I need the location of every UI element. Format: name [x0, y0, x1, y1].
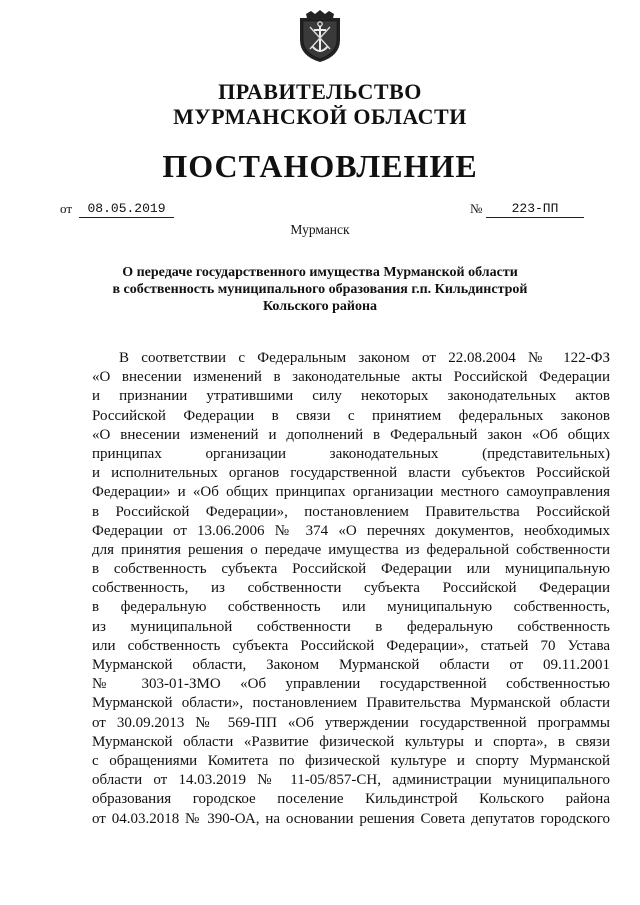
- murmansk-coat-of-arms-icon: [297, 10, 343, 64]
- body-line: «О внесении изменений в законодательные акты Российской Федерации: [92, 369, 610, 386]
- body-line: Федерации» и «Об общих принципах организации местного самоуправления: [92, 484, 610, 501]
- subject-line: в собственность муниципального образования г.п. Кильдинстрой: [112, 282, 528, 297]
- body-line: и исполнительных органов государственной власти субъектов Российской: [92, 465, 610, 482]
- body-line: № 303-01-ЗМО «Об управлении государственной собственностью: [92, 676, 610, 693]
- body-line: из муниципальной собственности в федеральную собственность: [92, 618, 610, 635]
- city-name: Мурманск: [290, 222, 350, 237]
- body-line: в собственность субъекта Российской Федерации или муниципальную: [92, 561, 610, 578]
- body-line: в федеральную собственность или муниципальную собственность,: [92, 599, 610, 616]
- number-label: №: [470, 201, 483, 216]
- body-line: от 04.03.2018 № 390-ОА, на основании решения Совета депутатов городского: [92, 810, 610, 827]
- body-line: Мурманской области «Развитие физической культуры и спорта», в связи: [92, 733, 610, 750]
- document-type-title: ПОСТАНОВЛЕНИЕ: [162, 148, 478, 184]
- body-line: в Российской Федерации», постановлением Правительства Российской: [92, 503, 610, 520]
- document-number: 223-ПП: [486, 201, 584, 218]
- body-line: с обращениями Комитета по физической культуре и спорту Мурманской: [92, 752, 610, 769]
- body-text: [92, 349, 610, 829]
- organization-name-line2: МУРМАНСКОЙ ОБЛАСТИ: [173, 104, 467, 129]
- body-line: Мурманской области», постановлением Правительства Мурманской области: [92, 695, 610, 712]
- body-line: Российской Федерации в связи с принятием федеральных законов: [92, 407, 610, 424]
- body-line: от 30.09.2013 № 569-ПП «Об утверждении государственной программы: [92, 714, 610, 731]
- body-line: собственность, из собственности субъекта Российской Федерации: [92, 580, 610, 597]
- body-line: образования городское поселение Кильдинстрой Кольского района: [92, 791, 610, 808]
- subject-line: Кольского района: [262, 299, 378, 314]
- subject-line: О передаче государственного имущества Мурманской области: [122, 265, 518, 280]
- body-line: «О внесении изменений и дополнений в Федеральный закон «Об общих: [92, 426, 610, 443]
- body-line: Федерации от 13.06.2006 № 374 «О перечнях документов, необходимых: [92, 522, 610, 539]
- date-label: от: [60, 201, 73, 216]
- body-line: для принятия решения о передаче имущества из федеральной собственности: [92, 541, 610, 558]
- document-date: 08.05.2019: [79, 201, 174, 218]
- body-line: области от 14.03.2019 № 11-05/857-СН, администрации муниципального: [92, 772, 610, 789]
- body-line: и признании утратившими силу некоторых законодательных актов: [92, 388, 610, 405]
- organization-name-line1: ПРАВИТЕЛЬСТВО: [218, 79, 422, 104]
- body-line: или собственность субъекта Российской Федерации», статьей 70 Устава: [92, 637, 610, 654]
- body-line: Мурманской области, Законом Мурманской области от 09.11.2001: [92, 657, 610, 673]
- body-line: принципах организации законодательных (представительных): [92, 445, 610, 462]
- body-line: В соответствии с Федеральным законом от 22.08.2004 № 122-ФЗ: [119, 350, 610, 366]
